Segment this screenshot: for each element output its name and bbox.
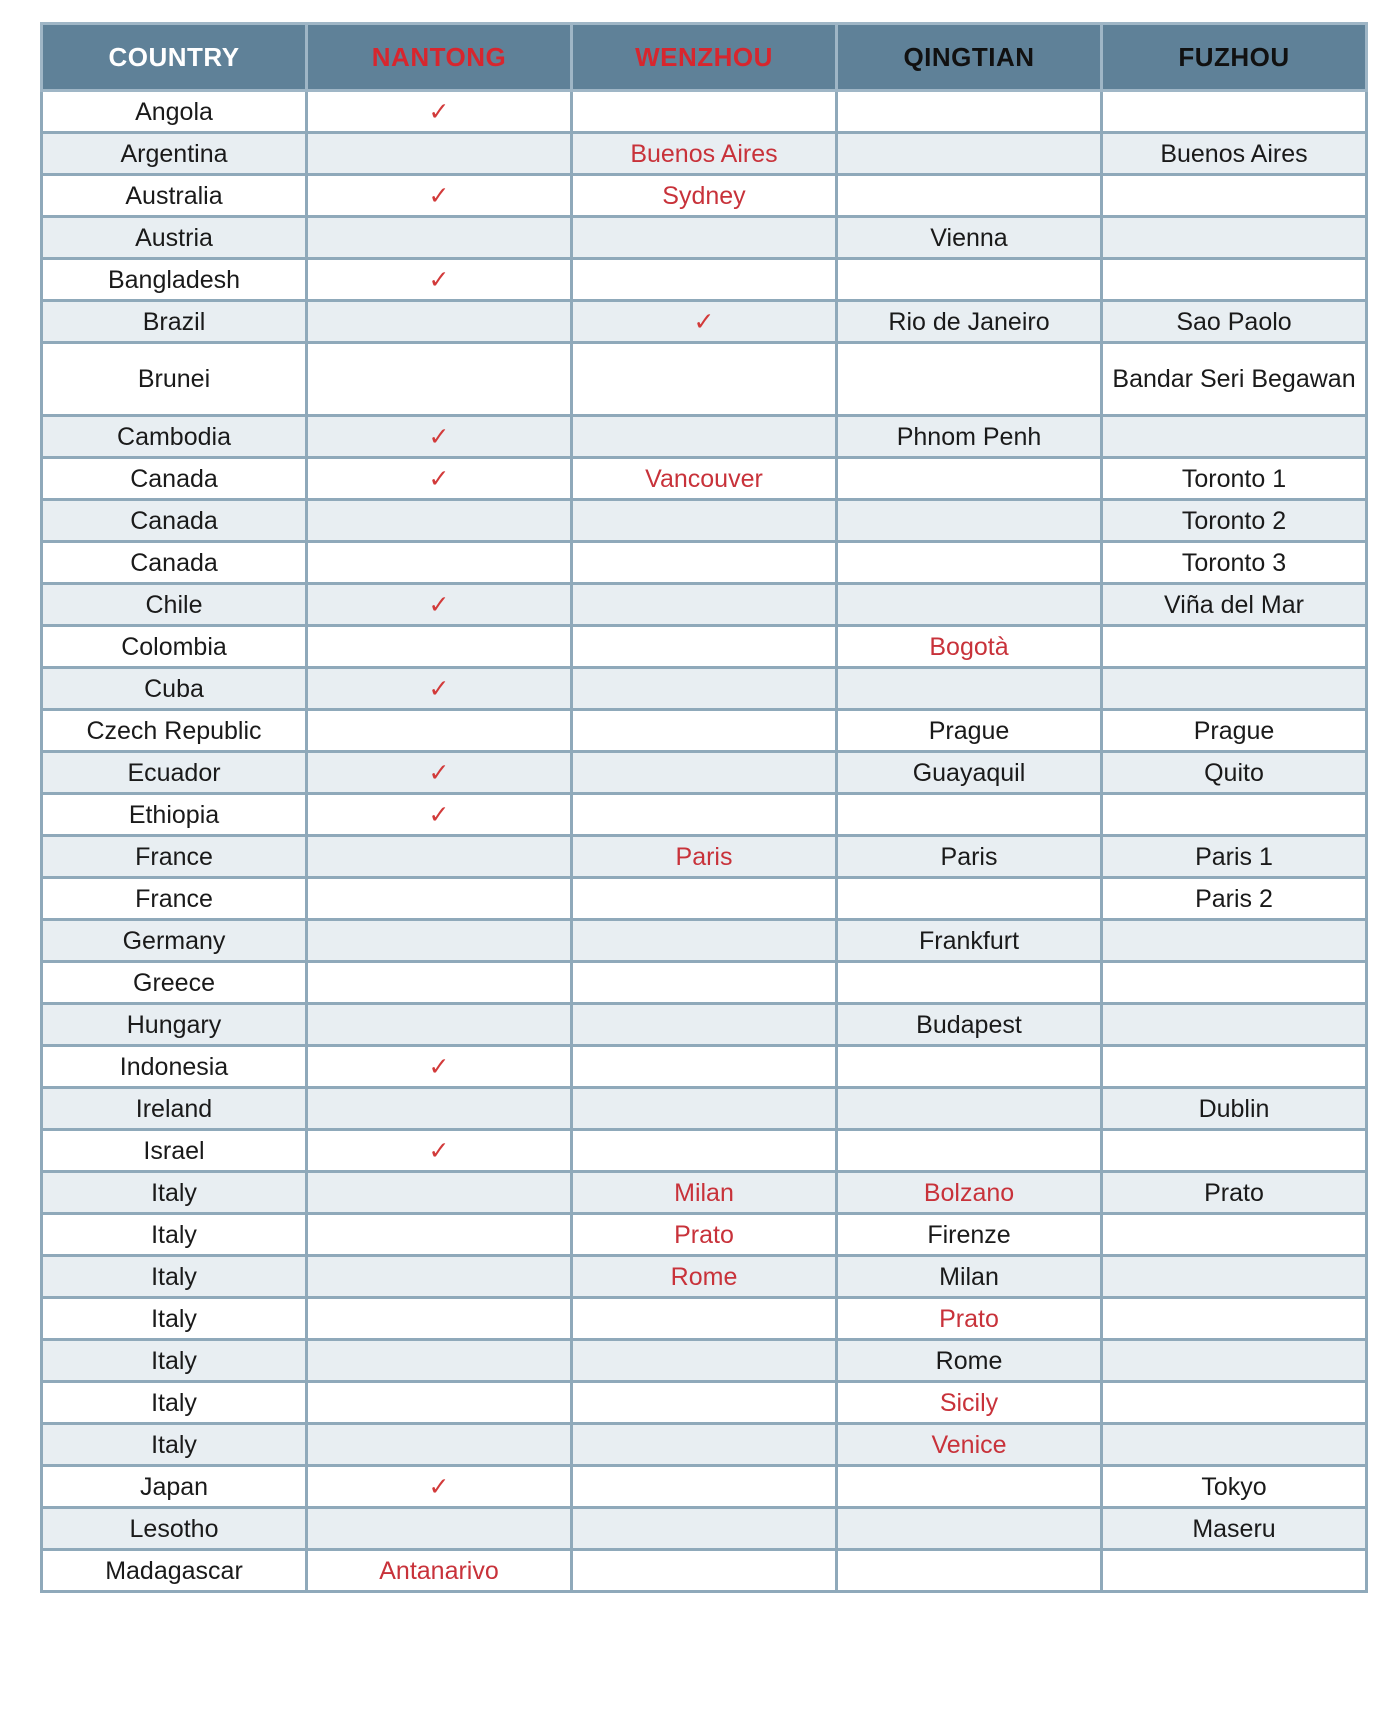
check-icon: ✓ <box>572 301 837 343</box>
cell-wenzhou <box>572 626 837 668</box>
check-icon: ✓ <box>307 91 572 133</box>
cell-fuzhou <box>1102 1256 1367 1298</box>
check-icon: ✓ <box>307 584 572 626</box>
table-row <box>42 1382 1367 1424</box>
cell-qingtian <box>837 1130 1102 1172</box>
cell-country: Bangladesh <box>42 259 307 301</box>
table-row <box>42 710 1367 752</box>
cell-nantong <box>307 836 572 878</box>
cell-country: Italy <box>42 1382 307 1424</box>
cell-country: Italy <box>42 1298 307 1340</box>
header-qingtian: QINGTIAN <box>837 24 1102 91</box>
header-row <box>42 24 1367 91</box>
table-row <box>42 1046 1367 1088</box>
cell-fuzhou <box>1102 1214 1367 1256</box>
cell-wenzhou: Buenos Aires <box>572 133 837 175</box>
cell-qingtian: Phnom Penh <box>837 416 1102 458</box>
cell-fuzhou: Buenos Aires <box>1102 133 1367 175</box>
cell-country: Argentina <box>42 133 307 175</box>
cell-qingtian: Prato <box>837 1298 1102 1340</box>
check-icon: ✓ <box>307 259 572 301</box>
cell-wenzhou <box>572 217 837 259</box>
cell-wenzhou: Paris <box>572 836 837 878</box>
table-row <box>42 1214 1367 1256</box>
table-row <box>42 1172 1367 1214</box>
cell-qingtian: Bogotà <box>837 626 1102 668</box>
cell-country: Chile <box>42 584 307 626</box>
cell-wenzhou: Prato <box>572 1214 837 1256</box>
cell-nantong <box>307 133 572 175</box>
cell-qingtian: Milan <box>837 1256 1102 1298</box>
cell-fuzhou <box>1102 1424 1367 1466</box>
cell-country: Italy <box>42 1214 307 1256</box>
cell-country: Hungary <box>42 1004 307 1046</box>
cell-country: France <box>42 878 307 920</box>
cell-wenzhou <box>572 500 837 542</box>
cell-fuzhou: Toronto 3 <box>1102 542 1367 584</box>
cell-wenzhou <box>572 1466 837 1508</box>
cell-wenzhou <box>572 1550 837 1592</box>
cell-fuzhou <box>1102 668 1367 710</box>
cell-fuzhou: Bandar Seri Begawan <box>1102 343 1367 416</box>
table-row <box>42 878 1367 920</box>
check-icon: ✓ <box>307 175 572 217</box>
cell-fuzhou <box>1102 416 1367 458</box>
cell-fuzhou <box>1102 175 1367 217</box>
cell-fuzhou <box>1102 1004 1367 1046</box>
cell-nantong <box>307 1508 572 1550</box>
cell-nantong <box>307 1088 572 1130</box>
cell-country: Cuba <box>42 668 307 710</box>
cell-qingtian: Paris <box>837 836 1102 878</box>
cell-qingtian: Rome <box>837 1340 1102 1382</box>
table-row <box>42 626 1367 668</box>
cell-fuzhou: Maseru <box>1102 1508 1367 1550</box>
cell-wenzhou <box>572 1508 837 1550</box>
cell-wenzhou <box>572 584 837 626</box>
table-row <box>42 301 1367 343</box>
cell-wenzhou <box>572 794 837 836</box>
cell-qingtian: Prague <box>837 710 1102 752</box>
cell-fuzhou: Paris 2 <box>1102 878 1367 920</box>
check-icon: ✓ <box>307 668 572 710</box>
cell-fuzhou: Toronto 1 <box>1102 458 1367 500</box>
header-fuzhou: FUZHOU <box>1102 24 1367 91</box>
cell-wenzhou <box>572 416 837 458</box>
cell-country: Italy <box>42 1340 307 1382</box>
cell-country: Indonesia <box>42 1046 307 1088</box>
table-row <box>42 133 1367 175</box>
cell-wenzhou <box>572 1340 837 1382</box>
cell-qingtian <box>837 1508 1102 1550</box>
cell-wenzhou <box>572 91 837 133</box>
cell-qingtian: Firenze <box>837 1214 1102 1256</box>
cell-country: Ecuador <box>42 752 307 794</box>
cell-fuzhou <box>1102 91 1367 133</box>
cell-qingtian <box>837 91 1102 133</box>
cell-qingtian <box>837 259 1102 301</box>
cell-wenzhou <box>572 668 837 710</box>
cell-country: Israel <box>42 1130 307 1172</box>
check-icon: ✓ <box>307 752 572 794</box>
cell-qingtian: Sicily <box>837 1382 1102 1424</box>
cell-nantong <box>307 1340 572 1382</box>
check-icon: ✓ <box>307 794 572 836</box>
cell-nantong <box>307 878 572 920</box>
table-row <box>42 1550 1367 1592</box>
table-row <box>42 584 1367 626</box>
cell-nantong <box>307 626 572 668</box>
cell-wenzhou: Rome <box>572 1256 837 1298</box>
table-row <box>42 1130 1367 1172</box>
cell-country: Australia <box>42 175 307 217</box>
cell-qingtian <box>837 878 1102 920</box>
table-row <box>42 175 1367 217</box>
cell-qingtian: Bolzano <box>837 1172 1102 1214</box>
cell-qingtian <box>837 1466 1102 1508</box>
table-row <box>42 794 1367 836</box>
cell-fuzhou <box>1102 1298 1367 1340</box>
cell-qingtian: Rio de Janeiro <box>837 301 1102 343</box>
check-icon: ✓ <box>307 416 572 458</box>
cell-wenzhou <box>572 1130 837 1172</box>
cell-wenzhou <box>572 343 837 416</box>
cell-fuzhou <box>1102 1382 1367 1424</box>
cell-nantong <box>307 500 572 542</box>
cell-fuzhou <box>1102 259 1367 301</box>
cell-nantong <box>307 1256 572 1298</box>
cell-nantong <box>307 1382 572 1424</box>
cell-country: Brazil <box>42 301 307 343</box>
cell-country: Canada <box>42 458 307 500</box>
cell-wenzhou: Milan <box>572 1172 837 1214</box>
cell-qingtian: Frankfurt <box>837 920 1102 962</box>
table-body <box>42 91 1367 1592</box>
table-row <box>42 1298 1367 1340</box>
cell-fuzhou: Toronto 2 <box>1102 500 1367 542</box>
cell-fuzhou <box>1102 962 1367 1004</box>
cell-country: Lesotho <box>42 1508 307 1550</box>
cell-nantong <box>307 710 572 752</box>
cell-qingtian <box>837 458 1102 500</box>
cell-fuzhou: Dublin <box>1102 1088 1367 1130</box>
table-row <box>42 91 1367 133</box>
cell-fuzhou <box>1102 794 1367 836</box>
country-city-table <box>40 22 1368 1593</box>
cell-qingtian <box>837 175 1102 217</box>
table-row <box>42 259 1367 301</box>
cell-country: Japan <box>42 1466 307 1508</box>
cell-wenzhou <box>572 542 837 584</box>
table-row <box>42 500 1367 542</box>
header-country: COUNTRY <box>42 24 307 91</box>
header-wenzhou: WENZHOU <box>572 24 837 91</box>
cell-nantong <box>307 1214 572 1256</box>
cell-fuzhou: Prato <box>1102 1172 1367 1214</box>
cell-qingtian <box>837 343 1102 416</box>
cell-fuzhou <box>1102 1340 1367 1382</box>
check-icon: ✓ <box>307 1466 572 1508</box>
cell-qingtian <box>837 1550 1102 1592</box>
cell-fuzhou: Tokyo <box>1102 1466 1367 1508</box>
table-row <box>42 1256 1367 1298</box>
cell-qingtian: Budapest <box>837 1004 1102 1046</box>
cell-nantong <box>307 343 572 416</box>
cell-country: Italy <box>42 1256 307 1298</box>
cell-country: Greece <box>42 962 307 1004</box>
cell-wenzhou: Sydney <box>572 175 837 217</box>
cell-country: Italy <box>42 1172 307 1214</box>
cell-wenzhou <box>572 1382 837 1424</box>
table-row <box>42 1466 1367 1508</box>
cell-fuzhou <box>1102 920 1367 962</box>
cell-wenzhou <box>572 710 837 752</box>
check-icon: ✓ <box>307 1046 572 1088</box>
cell-country: Canada <box>42 500 307 542</box>
cell-qingtian: Guayaquil <box>837 752 1102 794</box>
table-row <box>42 343 1367 416</box>
table-row <box>42 542 1367 584</box>
cell-wenzhou <box>572 920 837 962</box>
cell-qingtian: Vienna <box>837 217 1102 259</box>
check-icon: ✓ <box>307 458 572 500</box>
cell-qingtian <box>837 962 1102 1004</box>
cell-country: Brunei <box>42 343 307 416</box>
cell-country: Ethiopia <box>42 794 307 836</box>
cell-fuzhou <box>1102 1046 1367 1088</box>
cell-country: France <box>42 836 307 878</box>
cell-fuzhou: Sao Paolo <box>1102 301 1367 343</box>
cell-nantong <box>307 1424 572 1466</box>
cell-wenzhou <box>572 1424 837 1466</box>
cell-wenzhou <box>572 1046 837 1088</box>
cell-wenzhou <box>572 878 837 920</box>
cell-country: Colombia <box>42 626 307 668</box>
cell-qingtian <box>837 542 1102 584</box>
cell-wenzhou <box>572 1298 837 1340</box>
table-row <box>42 668 1367 710</box>
cell-wenzhou <box>572 1088 837 1130</box>
header-nantong: NANTONG <box>307 24 572 91</box>
table-row <box>42 217 1367 259</box>
cell-qingtian <box>837 1088 1102 1130</box>
cell-nantong <box>307 1004 572 1046</box>
cell-nantong <box>307 217 572 259</box>
cell-wenzhou <box>572 962 837 1004</box>
cell-country: Germany <box>42 920 307 962</box>
cell-wenzhou <box>572 1004 837 1046</box>
cell-nantong <box>307 542 572 584</box>
cell-country: Cambodia <box>42 416 307 458</box>
check-icon: ✓ <box>307 1130 572 1172</box>
table-row <box>42 1004 1367 1046</box>
cell-nantong <box>307 962 572 1004</box>
table-row <box>42 1340 1367 1382</box>
table-row <box>42 1088 1367 1130</box>
cell-qingtian: Venice <box>837 1424 1102 1466</box>
table-row <box>42 1424 1367 1466</box>
table-row <box>42 1508 1367 1550</box>
cell-fuzhou <box>1102 1550 1367 1592</box>
cell-country: Angola <box>42 91 307 133</box>
table-row <box>42 416 1367 458</box>
cell-wenzhou <box>572 752 837 794</box>
cell-qingtian <box>837 1046 1102 1088</box>
table-row <box>42 752 1367 794</box>
cell-qingtian <box>837 794 1102 836</box>
table-row <box>42 836 1367 878</box>
cell-fuzhou: Paris 1 <box>1102 836 1367 878</box>
cell-qingtian <box>837 133 1102 175</box>
cell-fuzhou <box>1102 1130 1367 1172</box>
cell-nantong: Antanarivo <box>307 1550 572 1592</box>
table-row <box>42 920 1367 962</box>
cell-nantong <box>307 301 572 343</box>
cell-country: Austria <box>42 217 307 259</box>
cell-fuzhou: Viña del Mar <box>1102 584 1367 626</box>
cell-country: Italy <box>42 1424 307 1466</box>
cell-country: Czech Republic <box>42 710 307 752</box>
cell-fuzhou: Quito <box>1102 752 1367 794</box>
cell-fuzhou <box>1102 217 1367 259</box>
cell-qingtian <box>837 584 1102 626</box>
table-row <box>42 458 1367 500</box>
cell-fuzhou: Prague <box>1102 710 1367 752</box>
cell-country: Canada <box>42 542 307 584</box>
cell-wenzhou: Vancouver <box>572 458 837 500</box>
cell-nantong <box>307 1172 572 1214</box>
table-row <box>42 962 1367 1004</box>
cell-nantong <box>307 920 572 962</box>
cell-qingtian <box>837 668 1102 710</box>
cell-fuzhou <box>1102 626 1367 668</box>
cell-nantong <box>307 1298 572 1340</box>
cell-country: Madagascar <box>42 1550 307 1592</box>
cell-qingtian <box>837 500 1102 542</box>
cell-country: Ireland <box>42 1088 307 1130</box>
cell-wenzhou <box>572 259 837 301</box>
